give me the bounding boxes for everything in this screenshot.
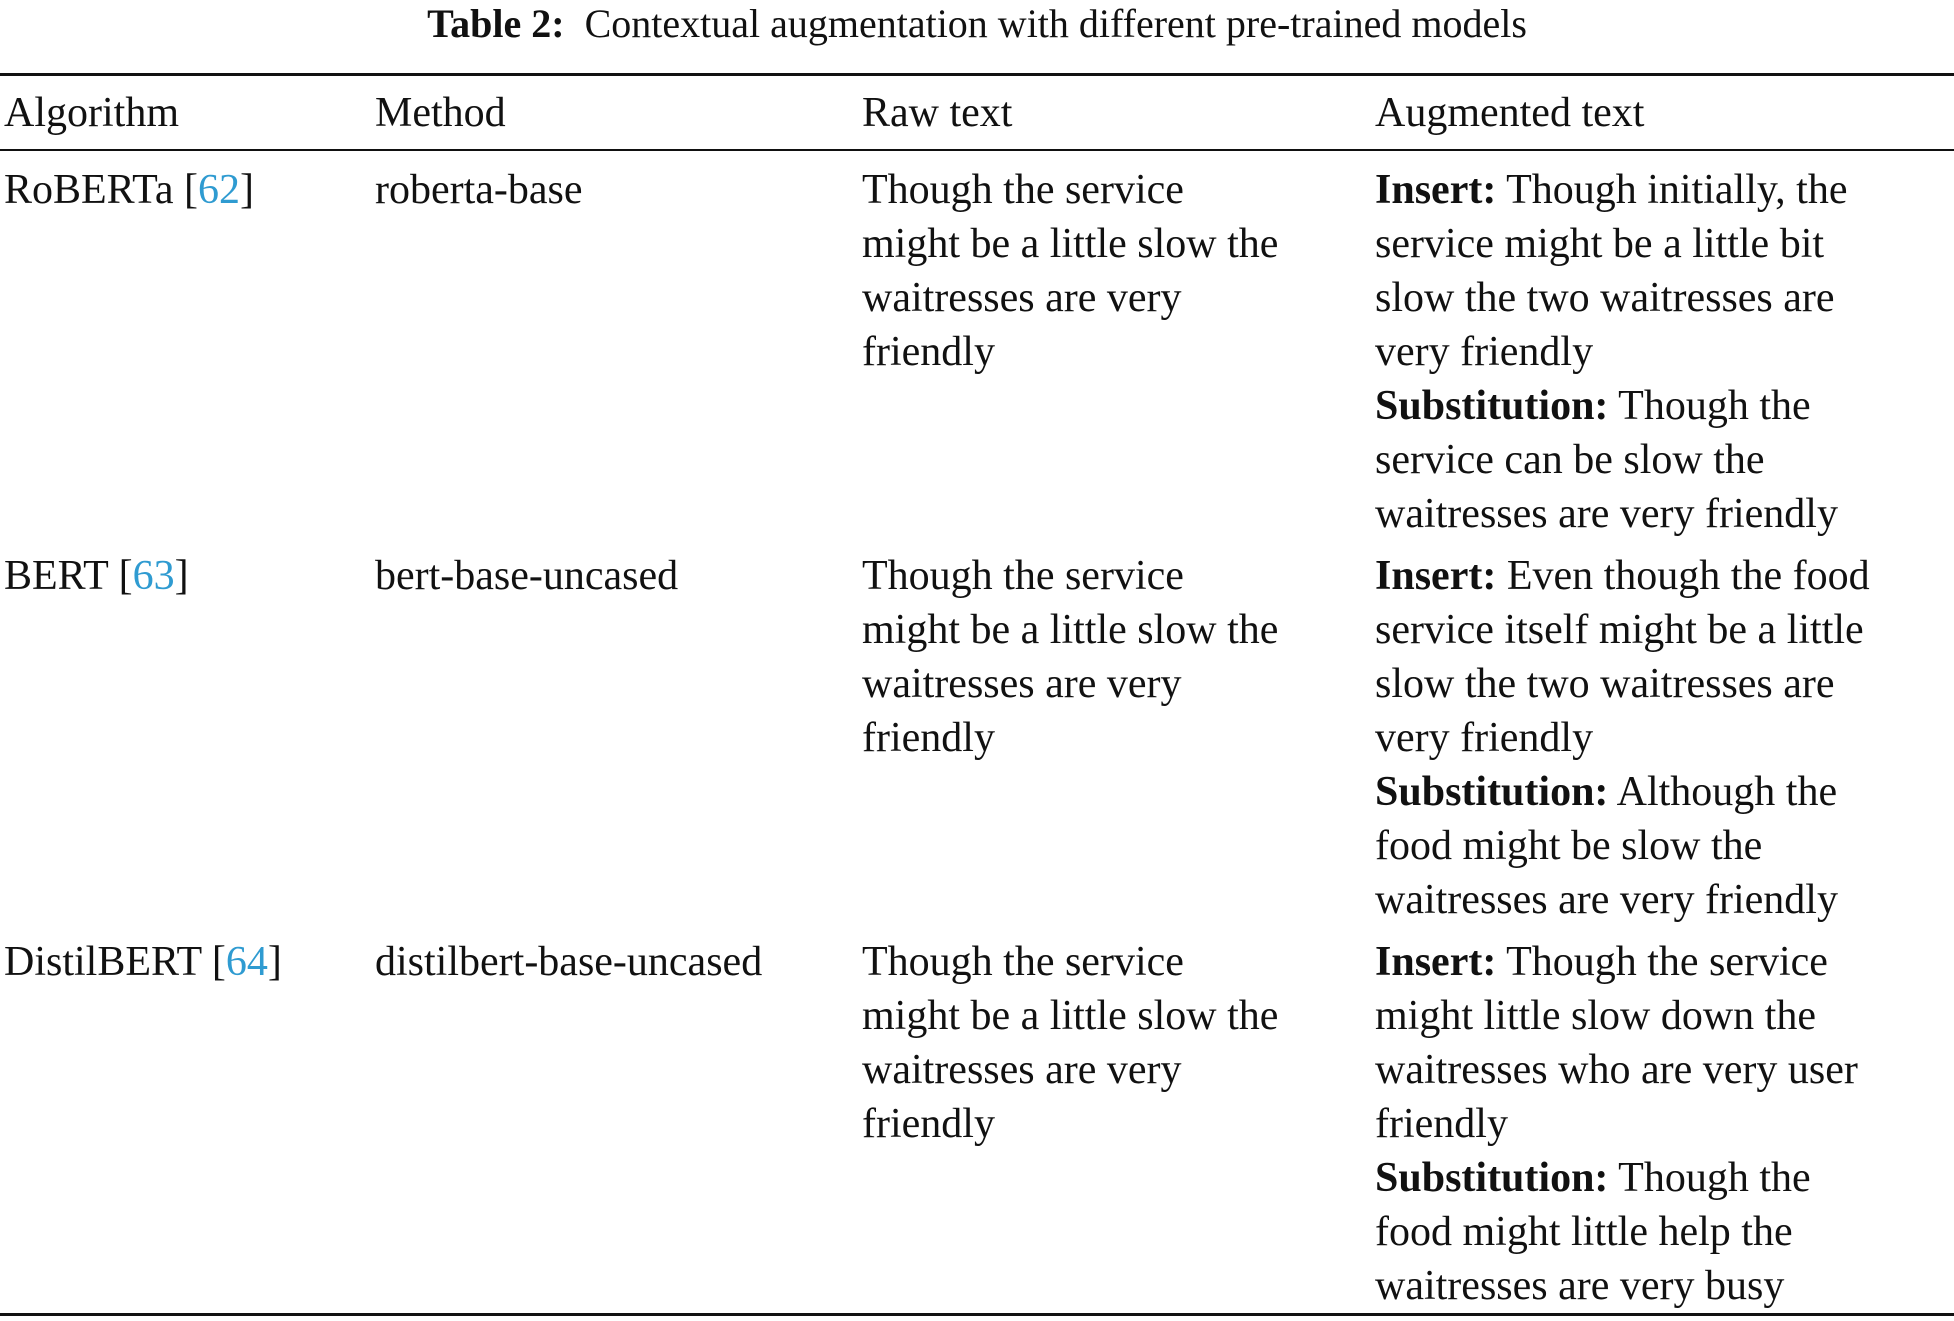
raw-line: friendly bbox=[862, 329, 995, 375]
raw-line: might be a little slow the bbox=[862, 221, 1279, 267]
table-top-rule bbox=[0, 73, 1954, 76]
row-roberta-augmented-text bbox=[1375, 163, 1847, 541]
aug-line: waitresses who are very user bbox=[1375, 1047, 1858, 1093]
aug-line: friendly bbox=[1375, 1101, 1508, 1147]
aug-line: Though the bbox=[1618, 383, 1811, 429]
citation-link[interactable]: 63 bbox=[132, 553, 175, 599]
row-distilbert-algorithm: DistilBERT [64] bbox=[4, 939, 282, 985]
row-bert-augmented-text bbox=[1375, 549, 1870, 927]
caption-text: Contextual augmentation with different pre-trained models bbox=[584, 1, 1527, 46]
row-roberta-method: roberta-base bbox=[375, 167, 583, 213]
aug-line: very friendly bbox=[1375, 329, 1594, 375]
citation-link[interactable]: 64 bbox=[225, 939, 268, 985]
row-distilbert-raw-text bbox=[862, 935, 1278, 1151]
substitution-label: Substitution: bbox=[1375, 769, 1609, 815]
raw-line: Though the service bbox=[862, 167, 1184, 213]
header-augmented-text: Augmented text bbox=[1375, 90, 1645, 136]
insert-label: Insert: bbox=[1375, 553, 1497, 599]
row-roberta-raw-text bbox=[862, 163, 1278, 379]
row-bert-raw-text bbox=[862, 549, 1278, 765]
algorithm-name: BERT bbox=[4, 553, 109, 599]
aug-line: waitresses are very busy bbox=[1375, 1263, 1785, 1309]
substitution-label: Substitution: bbox=[1375, 383, 1609, 429]
algorithm-name: DistilBERT bbox=[4, 939, 202, 985]
citation-link[interactable]: 62 bbox=[198, 167, 241, 213]
aug-line: Though initially, the bbox=[1506, 167, 1848, 213]
algorithm-name: RoBERTa bbox=[4, 167, 174, 213]
aug-line: very friendly bbox=[1375, 715, 1594, 761]
aug-line: waitresses are very friendly bbox=[1375, 491, 1838, 537]
aug-line: waitresses are very friendly bbox=[1375, 877, 1838, 923]
aug-line: food might little help the bbox=[1375, 1209, 1793, 1255]
header-algorithm: Algorithm bbox=[4, 90, 179, 136]
aug-line: slow the two waitresses are bbox=[1375, 275, 1835, 321]
raw-line: waitresses are very bbox=[862, 661, 1182, 707]
table-caption bbox=[0, 0, 1954, 48]
aug-line: Even though the food bbox=[1506, 553, 1870, 599]
aug-line: service might be a little bit bbox=[1375, 221, 1825, 267]
raw-line: friendly bbox=[862, 1101, 995, 1147]
aug-line: service itself might be a little bbox=[1375, 607, 1864, 653]
row-roberta-algorithm: RoBERTa [62] bbox=[4, 167, 255, 213]
row-distilbert-method: distilbert-base-uncased bbox=[375, 939, 763, 985]
raw-line: friendly bbox=[862, 715, 995, 761]
aug-line: food might be slow the bbox=[1375, 823, 1763, 869]
header-raw-text: Raw text bbox=[862, 90, 1013, 136]
raw-line: waitresses are very bbox=[862, 275, 1182, 321]
raw-line: might be a little slow the bbox=[862, 607, 1279, 653]
row-distilbert-augmented-text bbox=[1375, 935, 1858, 1313]
aug-line: Though the bbox=[1618, 1155, 1811, 1201]
table-bottom-rule bbox=[0, 1313, 1954, 1316]
aug-line: slow the two waitresses are bbox=[1375, 661, 1835, 707]
insert-label: Insert: bbox=[1375, 939, 1497, 985]
aug-line: Though the service bbox=[1506, 939, 1828, 985]
aug-line: service can be slow the bbox=[1375, 437, 1765, 483]
raw-line: Though the service bbox=[862, 553, 1184, 599]
insert-label: Insert: bbox=[1375, 167, 1497, 213]
raw-line: might be a little slow the bbox=[862, 993, 1279, 1039]
row-bert-method: bert-base-uncased bbox=[375, 553, 679, 599]
raw-line: waitresses are very bbox=[862, 1047, 1182, 1093]
table-header-rule bbox=[0, 149, 1954, 151]
row-bert-algorithm: BERT [63] bbox=[4, 553, 189, 599]
aug-line: Although the bbox=[1616, 769, 1838, 815]
aug-line: might little slow down the bbox=[1375, 993, 1816, 1039]
substitution-label: Substitution: bbox=[1375, 1155, 1609, 1201]
caption-label: Table 2: bbox=[427, 1, 565, 46]
raw-line: Though the service bbox=[862, 939, 1184, 985]
header-method: Method bbox=[375, 90, 506, 136]
